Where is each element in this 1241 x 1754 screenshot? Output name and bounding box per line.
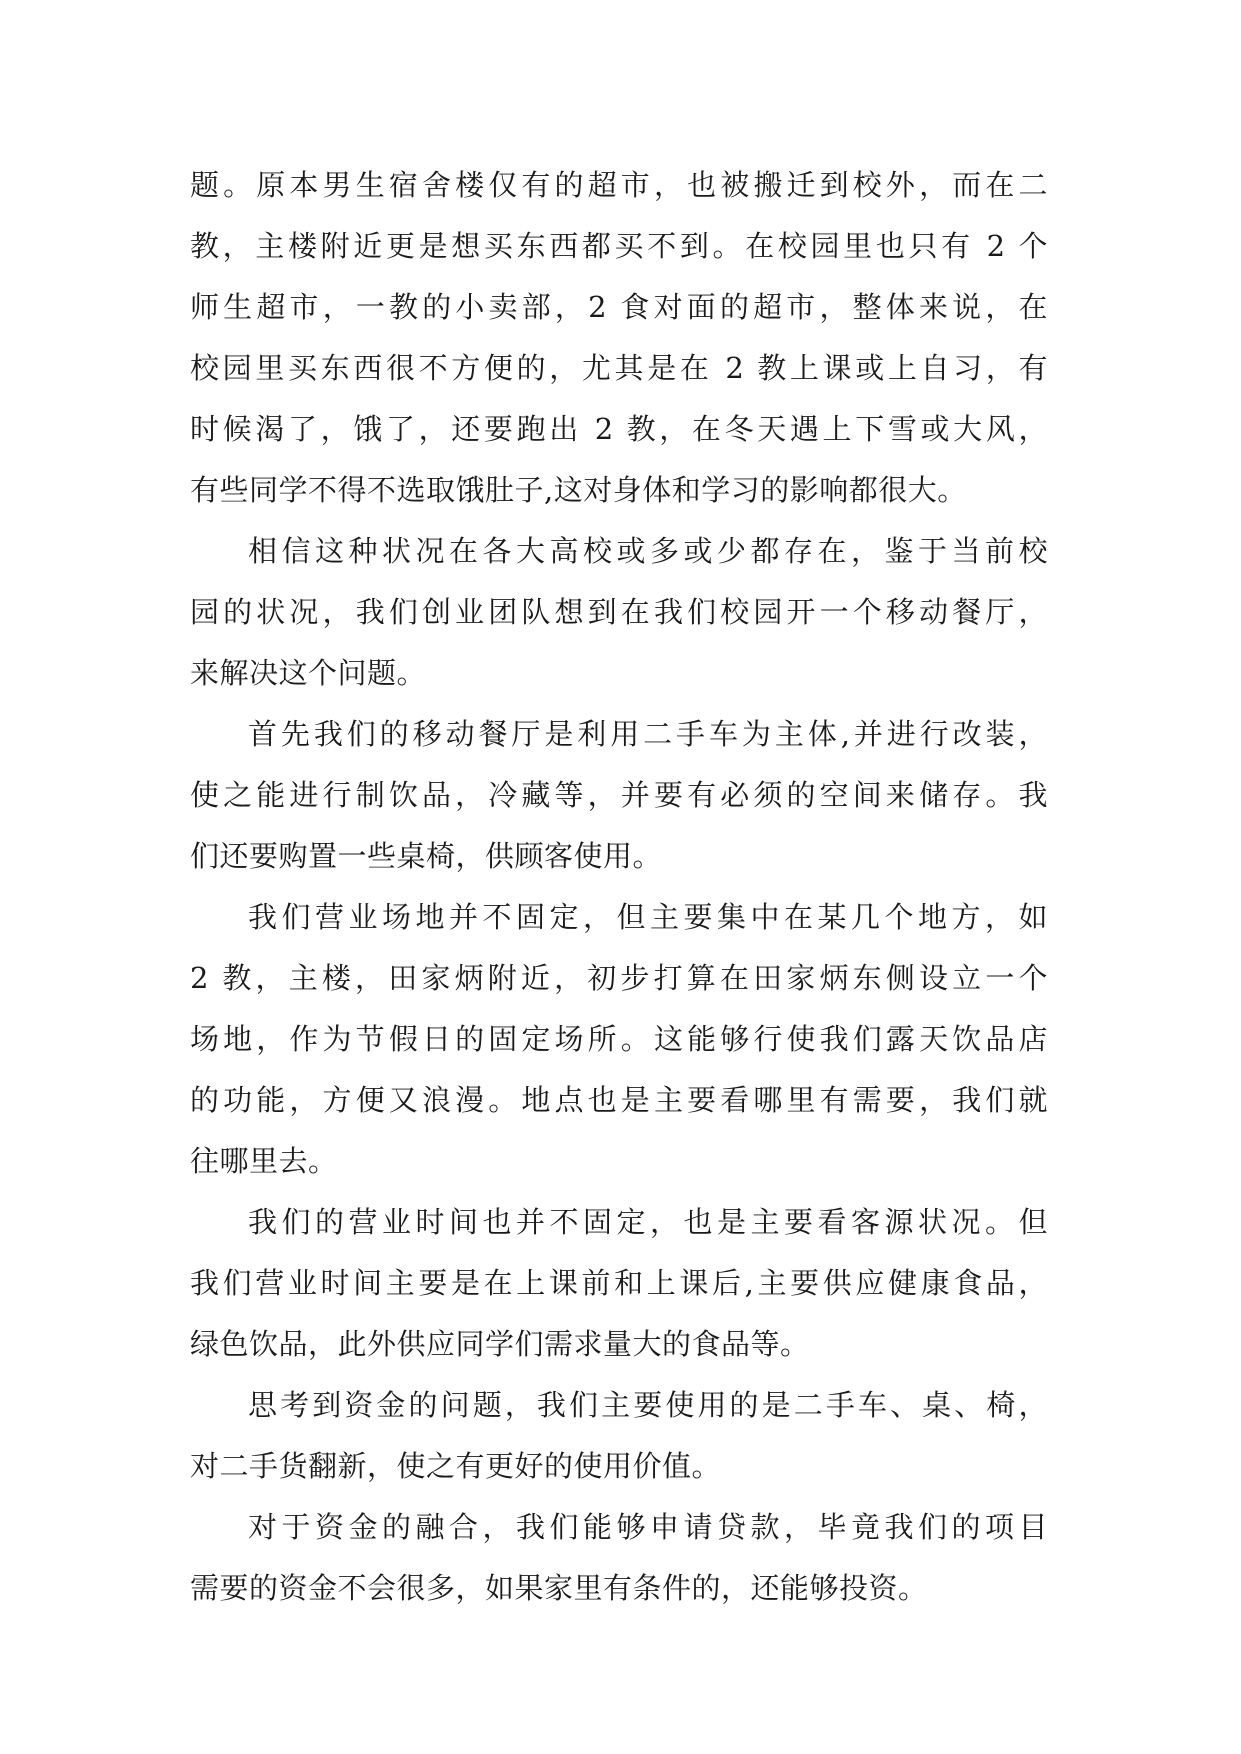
paragraph-line: 绿色饮品，此外供应同学们需求量大的食品等。 — [190, 1327, 810, 1361]
paragraph-line: 我们营业时间主要是在上课前和上课后,主要供应健康食品， — [190, 1266, 1048, 1300]
paragraph-line: 我们营业场地并不固定，但主要集中在某几个地方，如 — [248, 900, 1048, 934]
paragraph-line: 时候渴了，饿了，还要跑出 2 教，在冬天遇上下雪或大风， — [190, 412, 1048, 446]
paragraph-line: 使之能进行制饮品，冷藏等，并要有必须的空间来储存。我 — [190, 778, 1048, 812]
paragraph-5 — [190, 1192, 1048, 1375]
paragraph-1 — [190, 155, 1048, 521]
paragraph-line: 场地，作为节假日的固定场所。这能够行使我们露天饮品店 — [190, 1022, 1048, 1056]
document-body — [190, 155, 1048, 1619]
paragraph-line: 来解决这个问题。 — [190, 656, 427, 690]
paragraph-7 — [190, 1497, 1048, 1619]
paragraph-line: 们还要购置一些桌椅，供顾客使用。 — [190, 839, 663, 873]
paragraph-2 — [190, 521, 1048, 704]
paragraph-line: 题。原本男生宿舍楼仅有的超市，也被搬迁到校外，而在二 — [190, 168, 1048, 202]
paragraph-line: 相信这种状况在各大高校或多或少都存在，鉴于当前校 — [248, 534, 1048, 568]
paragraph-line: 对于资金的融合，我们能够申请贷款，毕竟我们的项目 — [248, 1510, 1048, 1544]
paragraph-line: 园的状况，我们创业团队想到在我们校园开一个移动餐厅， — [190, 595, 1048, 629]
paragraph-line: 需要的资金不会很多，如果家里有条件的，还能够投资。 — [190, 1571, 928, 1605]
paragraph-line: 思考到资金的问题，我们主要使用的是二手车、桌、椅， — [248, 1388, 1048, 1422]
paragraph-line: 师生超市，一教的小卖部，2 食对面的超市，整体来说，在 — [190, 290, 1048, 324]
paragraph-line: 有些同学不得不选取饿肚子,这对身体和学习的影响都很大。 — [190, 473, 967, 507]
paragraph-line: 对二手货翻新，使之有更好的使用价值。 — [190, 1449, 722, 1483]
paragraph-line: 的功能，方便又浪漫。地点也是主要看哪里有需要，我们就 — [190, 1083, 1048, 1117]
paragraph-3 — [190, 704, 1048, 887]
paragraph-line: 我们的营业时间也并不固定，也是主要看客源状况。但 — [248, 1205, 1048, 1239]
paragraph-6 — [190, 1375, 1048, 1497]
paragraph-line: 教，主楼附近更是想买东西都买不到。在校园里也只有 2 个 — [190, 229, 1048, 263]
paragraph-line: 首先我们的移动餐厅是利用二手车为主体,并进行改装， — [248, 717, 1048, 751]
paragraph-4 — [190, 887, 1048, 1192]
paragraph-line: 校园里买东西很不方便的，尤其是在 2 教上课或上自习，有 — [190, 351, 1048, 385]
paragraph-line: 2 教，主楼，田家炳附近，初步打算在田家炳东侧设立一个 — [190, 961, 1048, 995]
paragraph-line: 往哪里去。 — [190, 1144, 338, 1178]
